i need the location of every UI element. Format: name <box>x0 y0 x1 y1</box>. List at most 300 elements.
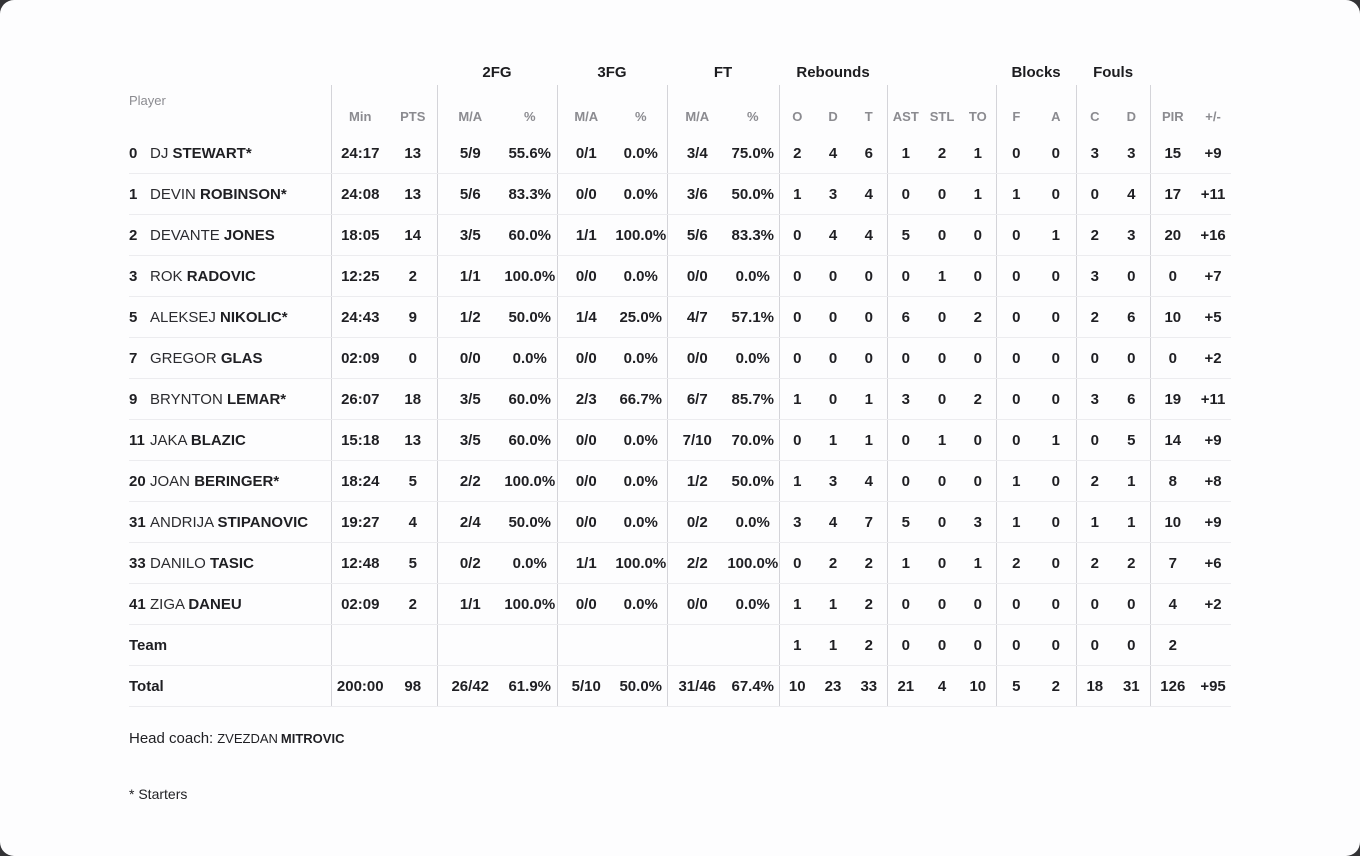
stat-pm: +2 <box>1195 584 1231 625</box>
stat-ft_ma: 4/7 <box>667 297 727 338</box>
stat-pts: 5 <box>389 543 437 584</box>
stat-pm: +95 <box>1195 666 1231 707</box>
stat-to: 0 <box>960 215 996 256</box>
group-spacer <box>129 60 437 85</box>
stat-reb_d: 1 <box>815 420 851 461</box>
stat-foul_c: 0 <box>1076 174 1113 215</box>
col-header-min: Min <box>331 85 389 133</box>
stat-ft_ma: 3/6 <box>667 174 727 215</box>
stat-blk_f: 0 <box>996 420 1036 461</box>
stat-blk_f: 1 <box>996 461 1036 502</box>
stat-ast: 6 <box>887 297 924 338</box>
starters-note: * Starters <box>129 786 188 802</box>
team-row <box>129 625 1231 666</box>
stat-fg3_pct: 0.0% <box>615 133 667 174</box>
stat-pir: 0 <box>1150 338 1195 379</box>
stat-foul_c: 3 <box>1076 256 1113 297</box>
player-cell <box>129 379 331 420</box>
player-number: 5 <box>129 308 138 326</box>
stat-pts: 98 <box>389 666 437 707</box>
stat-fg2_ma: 26/42 <box>437 666 503 707</box>
stat-fg2_pct: 0.0% <box>503 338 557 379</box>
col-header-to: TO <box>968 109 987 124</box>
stat-ft_ma: 0/0 <box>667 256 727 297</box>
player-last-name: STIPANOVIC <box>217 513 309 531</box>
stat-foul_d: 0 <box>1113 338 1150 379</box>
stat-reb_d: 4 <box>815 215 851 256</box>
player-last-name: STEWART* <box>172 144 252 162</box>
stats-tbody <box>129 133 1231 707</box>
stat-to: 1 <box>960 543 996 584</box>
col-header-3fg-ma: M/A <box>557 85 615 133</box>
stat-blk_f: 0 <box>996 133 1036 174</box>
stat-ft_ma: 31/46 <box>667 666 727 707</box>
stat-min: 24:43 <box>331 297 389 338</box>
stat-blk_a: 0 <box>1036 502 1076 543</box>
stat-reb_o: 0 <box>779 256 815 297</box>
stat-stl: 1 <box>924 420 960 461</box>
stat-blk_a: 1 <box>1036 420 1076 461</box>
stat-ft_pct: 0.0% <box>727 584 779 625</box>
stat-reb_o: 2 <box>779 133 815 174</box>
stat-fg3_ma: 0/0 <box>557 420 615 461</box>
player-number: 31 <box>129 513 146 531</box>
stat-reb_d: 1 <box>815 625 851 666</box>
stat-min: 02:09 <box>331 338 389 379</box>
stat-fg3_pct: 0.0% <box>615 584 667 625</box>
stat-ft_pct: 0.0% <box>727 338 779 379</box>
stat-reb_t: 0 <box>851 256 887 297</box>
stat-fg3_ma: 1/4 <box>557 297 615 338</box>
stat-stl: 0 <box>924 174 960 215</box>
player-last-name: JONES <box>223 226 275 244</box>
stat-reb_d: 3 <box>815 174 851 215</box>
stat-pts: 18 <box>389 379 437 420</box>
stat-foul_c: 2 <box>1076 297 1113 338</box>
stat-reb_t: 2 <box>851 584 887 625</box>
stat-ft_ma: 0/2 <box>667 502 727 543</box>
col-header-ast: AST <box>887 85 924 133</box>
stat-foul_d: 0 <box>1113 256 1150 297</box>
group-spacer <box>1150 60 1231 85</box>
stat-pts: 2 <box>389 256 437 297</box>
stat-ft_ma <box>667 625 727 666</box>
stat-blk_f: 0 <box>996 215 1036 256</box>
stat-stl: 1 <box>924 256 960 297</box>
stat-reb_t: 6 <box>851 133 887 174</box>
stat-fg2_ma: 3/5 <box>437 420 503 461</box>
player-row <box>129 461 1231 502</box>
player-number: 9 <box>129 390 138 408</box>
player-cell <box>129 420 331 461</box>
stat-min: 12:48 <box>331 543 389 584</box>
stat-to: 1 <box>960 174 996 215</box>
stat-fg3_pct: 0.0% <box>615 174 667 215</box>
stat-reb_d: 3 <box>815 461 851 502</box>
stat-reb_o: 1 <box>779 174 815 215</box>
col-header-pir: PIR <box>1150 85 1195 133</box>
stat-blk_a: 1 <box>1036 215 1076 256</box>
stat-foul_d: 2 <box>1113 543 1150 584</box>
stat-to: 3 <box>960 502 996 543</box>
player-cell <box>129 625 331 666</box>
stat-to: 2 <box>960 379 996 420</box>
stat-pm: +16 <box>1195 215 1231 256</box>
stat-ast: 0 <box>887 256 924 297</box>
col-header-foul-c: C <box>1076 85 1113 133</box>
player-last-name: DANEU <box>188 595 242 613</box>
player-row <box>129 338 1231 379</box>
stat-ft_pct: 50.0% <box>727 461 779 502</box>
player-row <box>129 543 1231 584</box>
stat-min: 12:25 <box>331 256 389 297</box>
stat-fg3_ma: 0/0 <box>557 256 615 297</box>
stat-ast: 0 <box>887 625 924 666</box>
stat-pts: 13 <box>389 133 437 174</box>
stat-fg3_pct: 66.7% <box>615 379 667 420</box>
player-last-name: ROBINSON* <box>200 185 287 203</box>
player-cell <box>129 215 331 256</box>
stat-fg2_ma: 3/5 <box>437 379 503 420</box>
stat-ast: 0 <box>887 338 924 379</box>
stat-reb_o: 1 <box>779 379 815 420</box>
stat-blk_a: 0 <box>1036 133 1076 174</box>
player-first-name: GREGOR <box>150 349 221 367</box>
stat-fg3_pct: 0.0% <box>615 502 667 543</box>
stat-ast: 3 <box>887 379 924 420</box>
col-header-reb-d: D <box>828 109 838 124</box>
stat-blk_a: 0 <box>1036 543 1076 584</box>
stat-stl: 0 <box>924 625 960 666</box>
stat-stl: 0 <box>924 584 960 625</box>
group-header-row <box>129 60 1231 85</box>
player-first-name: ALEKSEJ <box>150 308 221 326</box>
stat-ft_pct: 83.3% <box>727 215 779 256</box>
stat-blk_a: 0 <box>1036 256 1076 297</box>
player-row <box>129 379 1231 420</box>
player-first-name: DANILO <box>150 554 211 572</box>
stat-fg3_pct: 0.0% <box>615 461 667 502</box>
stat-ft_pct: 85.7% <box>727 379 779 420</box>
col-header-2fg-pct: % <box>523 109 536 124</box>
group-header-fouls: Fouls <box>1093 64 1134 81</box>
stat-min: 18:05 <box>331 215 389 256</box>
player-first-name: BRYNTON <box>150 390 227 408</box>
stat-min: 15:18 <box>331 420 389 461</box>
stat-pir: 14 <box>1150 420 1195 461</box>
head-coach-line <box>129 730 344 747</box>
stat-ast: 5 <box>887 502 924 543</box>
stat-to: 0 <box>960 584 996 625</box>
player-row <box>129 584 1231 625</box>
stat-reb_d: 2 <box>815 543 851 584</box>
stat-min: 26:07 <box>331 379 389 420</box>
stat-reb_d: 4 <box>815 133 851 174</box>
stat-pm: +11 <box>1195 174 1231 215</box>
row-label: Team <box>129 636 168 654</box>
stat-to: 2 <box>960 297 996 338</box>
player-row <box>129 133 1231 174</box>
stat-pts <box>389 625 437 666</box>
stat-fg2_ma: 2/4 <box>437 502 503 543</box>
stat-blk_f: 0 <box>996 625 1036 666</box>
stat-foul_d: 0 <box>1113 625 1150 666</box>
stat-reb_o: 0 <box>779 297 815 338</box>
stat-fg3_ma: 0/0 <box>557 584 615 625</box>
stat-min: 02:09 <box>331 584 389 625</box>
stat-stl: 0 <box>924 502 960 543</box>
stat-pts: 0 <box>389 338 437 379</box>
stat-blk_f: 1 <box>996 174 1036 215</box>
stat-blk_f: 5 <box>996 666 1036 707</box>
stat-pir: 2 <box>1150 625 1195 666</box>
stat-reb_d: 1 <box>815 584 851 625</box>
stat-pir: 0 <box>1150 256 1195 297</box>
stat-ast: 1 <box>887 133 924 174</box>
stat-fg3_ma: 0/0 <box>557 502 615 543</box>
stat-reb_d: 0 <box>815 297 851 338</box>
col-header-reb-o: O <box>779 85 815 133</box>
stat-reb_t: 1 <box>851 420 887 461</box>
player-first-name: DJ <box>150 144 173 162</box>
stat-reb_o: 1 <box>779 461 815 502</box>
player-row <box>129 174 1231 215</box>
stat-fg3_ma: 0/0 <box>557 461 615 502</box>
stat-reb_d: 0 <box>815 379 851 420</box>
stat-stl: 2 <box>924 133 960 174</box>
player-first-name: ROK <box>150 267 187 285</box>
player-cell <box>129 502 331 543</box>
stat-stl: 0 <box>924 215 960 256</box>
player-number: 7 <box>129 349 138 367</box>
stat-foul_d: 5 <box>1113 420 1150 461</box>
stat-pm: +8 <box>1195 461 1231 502</box>
stat-fg2_pct: 60.0% <box>503 379 557 420</box>
stat-fg2_pct <box>503 625 557 666</box>
stat-foul_c: 2 <box>1076 461 1113 502</box>
col-header-pts: PTS <box>400 109 426 124</box>
player-last-name: NIKOLIC* <box>220 308 288 326</box>
stat-reb_t: 0 <box>851 297 887 338</box>
group-spacer <box>887 60 996 85</box>
player-first-name: ZIGA <box>150 595 189 613</box>
stat-reb_d: 0 <box>815 256 851 297</box>
stat-ft_ma: 3/4 <box>667 133 727 174</box>
stat-blk_a: 0 <box>1036 584 1076 625</box>
stat-fg2_pct: 60.0% <box>503 215 557 256</box>
stat-min: 200:00 <box>331 666 389 707</box>
stat-ft_ma: 6/7 <box>667 379 727 420</box>
stat-stl: 0 <box>924 379 960 420</box>
stat-fg2_pct: 50.0% <box>503 502 557 543</box>
stat-fg2_ma: 1/2 <box>437 297 503 338</box>
stat-blk_f: 0 <box>996 338 1036 379</box>
stat-stl: 0 <box>924 338 960 379</box>
player-last-name: GLAS <box>220 349 263 367</box>
player-number: 3 <box>129 267 138 285</box>
stat-reb_o: 0 <box>779 543 815 584</box>
stat-fg2_pct: 100.0% <box>503 256 557 297</box>
box-score-table <box>129 60 1231 707</box>
stat-reb_t: 33 <box>851 666 887 707</box>
stat-fg3_ma: 0/1 <box>557 133 615 174</box>
stat-fg3_pct <box>615 625 667 666</box>
player-first-name: ANDRIJA <box>150 513 218 531</box>
stat-fg2_pct: 0.0% <box>503 543 557 584</box>
stat-ft_pct: 75.0% <box>727 133 779 174</box>
player-cell <box>129 297 331 338</box>
player-last-name: LEMAR* <box>226 390 287 408</box>
stat-foul_c: 0 <box>1076 625 1113 666</box>
stat-pm <box>1195 625 1231 666</box>
player-row <box>129 502 1231 543</box>
stat-foul_d: 4 <box>1113 174 1150 215</box>
stat-foul_d: 1 <box>1113 502 1150 543</box>
stat-reb_t: 4 <box>851 215 887 256</box>
stat-min: 18:24 <box>331 461 389 502</box>
stat-reb_t: 4 <box>851 174 887 215</box>
stat-pts: 13 <box>389 420 437 461</box>
col-header-blk-f: F <box>996 85 1036 133</box>
box-score-table-container <box>129 60 1231 707</box>
stat-pm: +11 <box>1195 379 1231 420</box>
stat-pts: 5 <box>389 461 437 502</box>
stat-foul_c: 2 <box>1076 543 1113 584</box>
player-number: 1 <box>129 185 138 203</box>
stat-fg3_ma: 1/1 <box>557 215 615 256</box>
stat-ast: 1 <box>887 543 924 584</box>
stat-ft_ma: 0/0 <box>667 338 727 379</box>
player-row <box>129 215 1231 256</box>
stat-fg3_pct: 0.0% <box>615 256 667 297</box>
stat-ast: 5 <box>887 215 924 256</box>
stat-ft_ma: 1/2 <box>667 461 727 502</box>
player-number: 41 <box>129 595 146 613</box>
stat-pts: 14 <box>389 215 437 256</box>
stat-ft_ma: 5/6 <box>667 215 727 256</box>
stat-reb_o: 0 <box>779 215 815 256</box>
player-first-name: JAKA <box>150 431 191 449</box>
stat-pir: 17 <box>1150 174 1195 215</box>
player-first-name: DEVIN <box>150 185 201 203</box>
player-cell <box>129 338 331 379</box>
stat-blk_f: 0 <box>996 584 1036 625</box>
stat-fg3_ma: 5/10 <box>557 666 615 707</box>
stat-blk_a: 0 <box>1036 461 1076 502</box>
stat-ft_pct: 67.4% <box>727 666 779 707</box>
stat-ast: 0 <box>887 584 924 625</box>
player-last-name: BLAZIC <box>190 431 246 449</box>
player-cell <box>129 543 331 584</box>
stat-blk_a: 0 <box>1036 297 1076 338</box>
stat-reb_o: 0 <box>779 338 815 379</box>
player-first-name: DEVANTE <box>150 226 224 244</box>
stat-pts: 4 <box>389 502 437 543</box>
player-cell <box>129 133 331 174</box>
stat-fg3_pct: 0.0% <box>615 420 667 461</box>
stat-ft_ma: 0/0 <box>667 584 727 625</box>
col-header-reb-t: T <box>864 109 873 124</box>
group-header-ft: FT <box>713 64 733 81</box>
stat-to: 0 <box>960 256 996 297</box>
stat-blk_f: 0 <box>996 256 1036 297</box>
player-first-name: JOAN <box>150 472 195 490</box>
stat-pm: +9 <box>1195 133 1231 174</box>
col-header-3fg-pct: % <box>634 109 647 124</box>
stat-ft_pct: 70.0% <box>727 420 779 461</box>
stat-foul_c: 1 <box>1076 502 1113 543</box>
stat-ft_pct: 57.1% <box>727 297 779 338</box>
player-cell <box>129 256 331 297</box>
player-number: 33 <box>129 554 146 572</box>
player-row <box>129 256 1231 297</box>
stat-reb_d: 23 <box>815 666 851 707</box>
stat-fg2_pct: 100.0% <box>503 584 557 625</box>
stat-to: 0 <box>960 420 996 461</box>
stat-ft_ma: 2/2 <box>667 543 727 584</box>
stat-fg2_ma <box>437 625 503 666</box>
stat-fg2_pct: 100.0% <box>503 461 557 502</box>
stat-foul_c: 18 <box>1076 666 1113 707</box>
stat-min: 24:08 <box>331 174 389 215</box>
stat-fg2_pct: 61.9% <box>503 666 557 707</box>
stat-fg2_pct: 60.0% <box>503 420 557 461</box>
stat-min <box>331 625 389 666</box>
stat-to: 10 <box>960 666 996 707</box>
stat-fg2_ma: 0/0 <box>437 338 503 379</box>
player-cell <box>129 584 331 625</box>
stat-blk_a: 0 <box>1036 338 1076 379</box>
stat-fg3_pct: 100.0% <box>615 215 667 256</box>
stat-fg2_ma: 1/1 <box>437 584 503 625</box>
stat-reb_o: 1 <box>779 584 815 625</box>
stat-to: 0 <box>960 625 996 666</box>
stat-fg3_pct: 50.0% <box>615 666 667 707</box>
row-label: Total <box>129 677 164 695</box>
head-coach-label: Head coach: <box>129 730 214 747</box>
stat-ft_pct <box>727 625 779 666</box>
stat-reb_t: 2 <box>851 625 887 666</box>
stat-to: 1 <box>960 133 996 174</box>
player-number: 11 <box>129 431 145 449</box>
group-header-blocks: Blocks <box>1011 64 1061 81</box>
stat-fg2_pct: 55.6% <box>503 133 557 174</box>
stat-pir: 20 <box>1150 215 1195 256</box>
player-last-name: BERINGER* <box>194 472 280 490</box>
stat-fg3_ma: 2/3 <box>557 379 615 420</box>
stat-fg3_ma: 0/0 <box>557 338 615 379</box>
stat-ast: 21 <box>887 666 924 707</box>
stat-ast: 0 <box>887 420 924 461</box>
stat-reb_o: 3 <box>779 502 815 543</box>
stat-blk_f: 2 <box>996 543 1036 584</box>
stat-stl: 0 <box>924 543 960 584</box>
coach-last-name: MITROVIC <box>280 731 345 746</box>
group-header-3fg: 3FG <box>597 64 627 81</box>
stat-fg2_ma: 5/9 <box>437 133 503 174</box>
col-header-stl: STL <box>929 109 955 124</box>
group-header-2fg: 2FG <box>482 64 512 81</box>
player-number: 2 <box>129 226 138 244</box>
coach-first-name: ZVEZDAN <box>217 731 278 746</box>
stat-foul_c: 2 <box>1076 215 1113 256</box>
stat-min: 19:27 <box>331 502 389 543</box>
stat-foul_c: 0 <box>1076 338 1113 379</box>
stat-foul_c: 3 <box>1076 133 1113 174</box>
stat-pir: 8 <box>1150 461 1195 502</box>
stat-pir: 10 <box>1150 297 1195 338</box>
stat-reb_t: 4 <box>851 461 887 502</box>
